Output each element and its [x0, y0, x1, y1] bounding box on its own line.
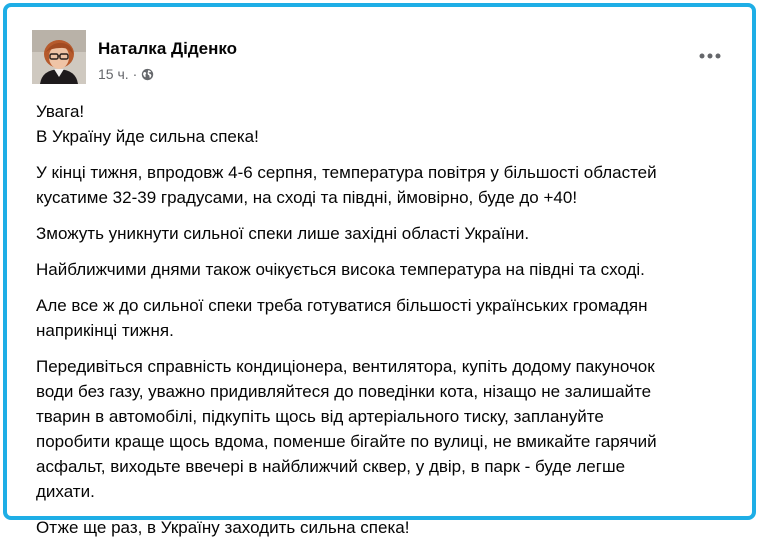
post-text-line: Увага!: [36, 102, 85, 121]
post-paragraph: [36, 354, 724, 504]
avatar-photo: [32, 30, 86, 84]
post-timestamp[interactable]: 15 ч.: [98, 66, 129, 82]
post-text-line: Передивіться справність кондиціонера, вентилятора, купіть додому пакуночок: [36, 357, 655, 376]
globe-icon[interactable]: [141, 68, 154, 81]
screenshot-frame: [3, 3, 756, 537]
post-text-line: наприкінці тижня.: [36, 321, 174, 340]
meta-separator: ·: [132, 66, 138, 82]
post-text-line: поробити краще щось вдома, поменше бігайте по вулиці, не вмикайте гарячий: [36, 432, 657, 451]
post-text-line: У кінці тижня, впродовж 4-6 серпня, температура повітря у більшості областей: [36, 163, 657, 182]
more-dots-icon: [699, 53, 721, 59]
post-paragraph: [36, 221, 724, 246]
post-text-line: асфальт, виходьте ввечері в найближчий сквер, у двір, в парк - буде легше: [36, 457, 626, 476]
post-text-line: кусатиме 32-39 градусами, на сході та півдні, ймовірно, буде до +40!: [36, 188, 578, 207]
avatar[interactable]: [32, 30, 86, 84]
post-meta: [98, 66, 154, 82]
post-paragraph: [36, 257, 724, 282]
post-text-line: дихати.: [36, 482, 95, 501]
post-text-line: Зможуть уникнути сильної спеки лише західні області України.: [36, 224, 530, 243]
post-paragraph: [36, 160, 724, 210]
author-name[interactable]: Наталка Діденко: [98, 39, 238, 58]
post-text-line: В Україну йде сильна спека!: [36, 127, 259, 146]
post-paragraph: [36, 99, 724, 149]
post-text-line: Отже ще раз, в Україну заходить сильна спека!: [36, 518, 410, 537]
post-header: [32, 30, 732, 86]
more-options-button[interactable]: [694, 44, 726, 68]
post-text-line: води без газу, уважно придивляйтеся до поведінки кота, нізащо не залишайте: [36, 382, 652, 401]
post-text-line: Але все ж до сильної спеки треба готуватися більшості українських громадян: [36, 296, 648, 315]
post-text-line: тварин в автомобілі, підкупіть щось від артеріального тиску, заплануйте: [36, 407, 604, 426]
post-text-line: Найближчими днями також очікується висока температура на півдні та сході.: [36, 260, 645, 279]
post-text: [36, 99, 724, 551]
post-paragraph: [36, 515, 724, 540]
post-paragraph: [36, 293, 724, 343]
facebook-post: [7, 7, 752, 537]
